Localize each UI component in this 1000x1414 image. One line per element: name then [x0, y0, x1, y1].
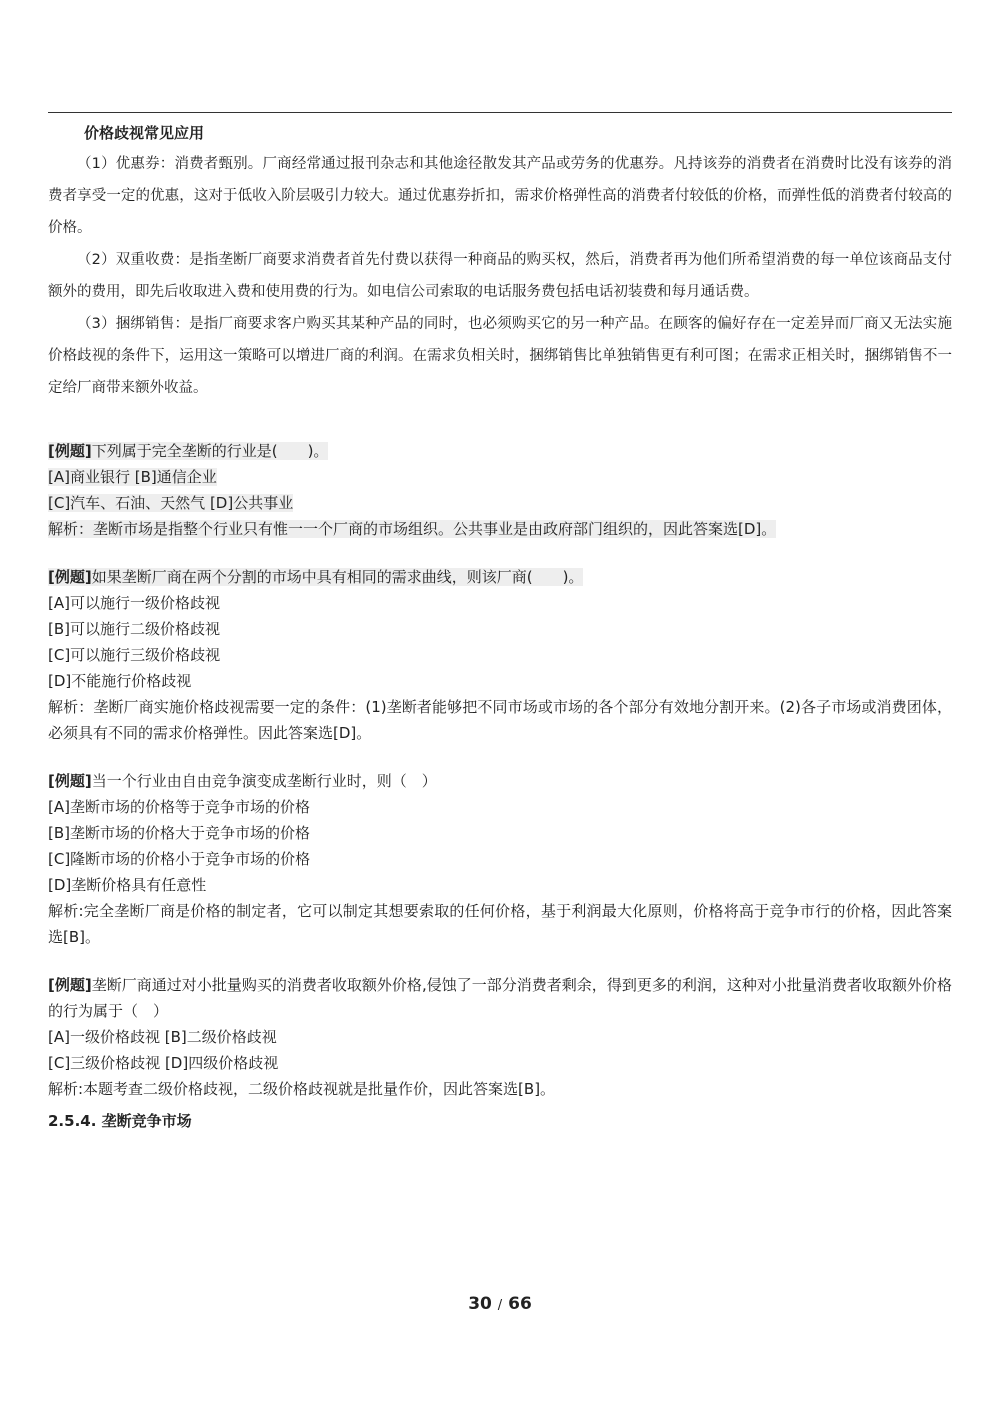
example-3 — [48, 768, 952, 950]
example-tag: [例题] — [48, 976, 92, 994]
example-analysis: 解析：垄断市场是指整个行业只有惟一一个厂商的市场组织。公共事业是由政府部门组织的，因此答案选[D]。 — [48, 520, 777, 538]
example-analysis: 解析：垄断厂商实施价格歧视需要一定的条件：(1)垄断者能够把不同市场或市场的各个部分有效地分割开来。(2)各子市场或消费团体，必须具有不同的需求价格弹性。因此答案选[D]。 — [48, 698, 952, 742]
example-option: [C]汽车、石油、天然气 [D]公共事业 — [48, 494, 294, 512]
example-question: [例题]如果垄断厂商在两个分割的市场中具有相同的需求曲线，则该厂商( )。 — [48, 568, 584, 586]
example-tag: [例题] — [48, 568, 92, 586]
sub-heading: 2.5.4. 垄断竞争市场 — [48, 1112, 192, 1130]
example-option: [B]可以施行二级价格歧视 — [48, 620, 220, 638]
example-option: [B]垄断市场的价格大于竞争市场的价格 — [48, 824, 310, 842]
page-number — [0, 1294, 1000, 1314]
section-heading: 价格歧视常见应用 — [84, 124, 205, 142]
example-option: [C]三级价格歧视 [D]四级价格歧视 — [48, 1054, 279, 1072]
example-option: [A]商业银行 [B]通信企业 — [48, 468, 217, 486]
example-option: [D]不能施行价格歧视 — [48, 672, 192, 690]
example-option: [A]垄断市场的价格等于竞争市场的价格 — [48, 798, 310, 816]
page-content — [48, 118, 952, 1136]
example-analysis: 解析:完全垄断厂商是价格的制定者，它可以制定其想要索取的任何价格，基于利润最大化原则，价格将高于竞争市行的价格，因此答案选[B]。 — [48, 902, 952, 946]
paragraph-two-part-tariff: （2）双重收费：是指垄断厂商要求消费者首先付费以获得一种商品的购买权，然后，消费者再为他们所希望消费的每一单位该商品支付额外的费用，即先后收取进入费和使用费的行为。如电信公司索取的电话服务费包括电话初装费和每月通话费。 — [48, 252, 952, 300]
example-analysis: 解析:本题考查二级价格歧视，二级价格歧视就是批量作价，因此答案选[B]。 — [48, 1080, 556, 1098]
example-option: [D]垄断价格具有任意性 — [48, 876, 207, 894]
example-tag: [例题] — [48, 442, 92, 460]
example-2 — [48, 564, 952, 746]
example-tag: [例题] — [48, 772, 92, 790]
example-option: [C]隆断市场的价格小于竞争市场的价格 — [48, 850, 311, 868]
example-question: 垄断厂商通过对小批量购买的消费者收取额外价格,侵蚀了一部分消费者剩余，得到更多的利润，这种对小批量消费者收取额外价格的行为属于（ ） — [48, 976, 952, 1020]
paragraph-coupon: （1）优惠券：消费者甄别。厂商经常通过报刊杂志和其他途径散发其产品或劳务的优惠券。凡持该券的消费者在消费时比没有该券的消费者享受一定的优惠，这对于低收入阶层吸引力较大。通过优惠券折扣，需求价格弹性高的消费者付较低的价格，而弹性低的消费者付较高的价格。 — [48, 156, 952, 236]
page-total: 66 — [508, 1294, 532, 1314]
example-question: 当一个行业由自由竞争演变成垄断行业时，则（ ） — [91, 772, 437, 790]
example-4 — [48, 972, 952, 1102]
header-rule — [48, 112, 952, 113]
example-question: [例题]下列属于完全垄断的行业是( )。 — [48, 442, 329, 460]
example-option: [A]可以施行一级价格歧视 — [48, 594, 220, 612]
example-option: [A]一级价格歧视 [B]二级价格歧视 — [48, 1028, 277, 1046]
example-1 — [48, 438, 952, 542]
paragraph-bundling: （3）捆绑销售：是指厂商要求客户购买其某种产品的同时，也必须购买它的另一种产品。在顾客的偏好存在一定差异而厂商又无法实施价格歧视的条件下，运用这一策略可以增进厂商的利润。在需求负相关时，捆绑销售比单独销售更有利可图；在需求正相关时，捆绑销售不一定给厂商带来额外收益。 — [48, 316, 952, 396]
page-separator: / — [497, 1298, 503, 1313]
page-current: 30 — [468, 1294, 492, 1314]
example-option: [C]可以施行三级价格歧视 — [48, 646, 221, 664]
